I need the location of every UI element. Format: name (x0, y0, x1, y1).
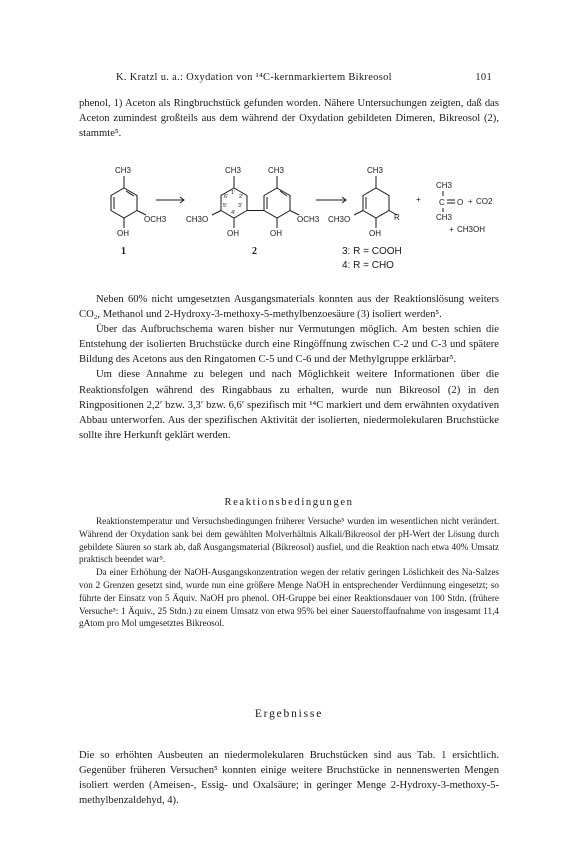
label-ch3o: CH3O (328, 215, 351, 224)
label-ch3: CH3 (268, 166, 285, 175)
paragraph-text: Reaktionstemperatur und Versuchsbedingungen früherer Versuche⁵ wurden im wesentlichen nicht verändert. Während der Oxydation sank bei dem gewählten Molverhältnis Alkali/Bikreosol der pH-Wert der Lösung durch gebildete Säuren so stark ab, daß Ausgangsmaterial (Bikreosol) ausfiel, und die Reaktion nach etwa 40% Umsatz praktisch beendet war⁵. (79, 516, 499, 565)
label-ch3o: CH3O (186, 215, 209, 224)
label-r: R (394, 213, 400, 222)
paragraph-text: Um diese Annahme zu belegen und nach Möglichkeit weitere Informationen über die Reaktionsfolgen während des Ringabbaus zu erhalten, wurde nun Bikreosol (2) in den Ringpositionen 2,2′ bzw. 3,3′ bzw. 6,6′ spezifisch mit ¹⁴C markiert und dem erwähnten oxydativen Abbau unterworfen. Aus der spezifischen Aktivität der isolierten, niedermolekularen Bruchstücke sollte ihre Herkunft geklärt werden. (79, 369, 499, 441)
main-paragraphs (79, 292, 499, 443)
label-ch3oh: CH3OH (457, 225, 486, 234)
ring-position-label: 2' (239, 194, 244, 200)
label-plus: + (416, 195, 421, 204)
reaction-conditions-text (79, 515, 499, 630)
paragraph-text: phenol, 1) Aceton als Ringbruchstück gefunden worden. Nähere Untersuchungen zeigten, daß das Aceton zumindest großteils aus dem während der Oxydation gebildeten Dimeren, Bikreosol (2), stammte⁵. (79, 98, 499, 140)
ring-position-label: 3' (238, 203, 243, 209)
label-ch3: CH3 (436, 213, 453, 222)
results-paragraph (79, 737, 499, 819)
label-och3: OCH3 (144, 215, 167, 224)
label-ch3: CH3 (225, 166, 242, 175)
paragraph-text: Über das Aufbruchschema waren bisher nur Vermutungen möglich. Am besten schien die Entstehung der isolierten Bruchstücke durch eine Ringöffnung zwischen C-2 und C-3 und spätere Bildung des Acetons aus den Ringatomen C-5 und C-6 und der Methylgruppe erklärbar⁵. (79, 324, 499, 366)
compound-4-label: 4: R = CHO (342, 260, 394, 271)
reaction-scheme-svg (104, 160, 504, 280)
compound-3-label: 3: R = COOH (342, 246, 402, 257)
label-och3: OCH3 (297, 215, 320, 224)
label-oh: OH (227, 229, 239, 238)
section-heading-reaction: Reaktionsbedingungen (224, 497, 354, 508)
ring-position-label: 4' (231, 210, 236, 216)
label-o: O (457, 198, 464, 207)
label-plus: + (449, 225, 454, 234)
benzene-ring-3 (363, 188, 389, 218)
label-ch3: CH3 (436, 181, 453, 190)
label-ch3: CH3 (367, 166, 384, 175)
label-oh: OH (270, 229, 282, 238)
running-header (116, 72, 492, 83)
benzene-ring-1 (111, 188, 137, 218)
label-ch3: CH3 (115, 166, 132, 175)
ring-position-labels (223, 190, 243, 216)
structure-labels (115, 166, 493, 238)
label-oh: OH (369, 229, 381, 238)
intro-paragraph (79, 96, 499, 141)
benzene-ring-2b (264, 188, 290, 218)
paragraph-text: Die so erhöhten Ausbeuten an niedermolekularen Bruchstücken sind aus Tab. 1 ersichtlich. Gegenüber früheren Versuchen⁵ konnten einige weitere Bruchstücke in nennenswerten Mengen isoliert werden (Ameisen-, Essig- und Oxalsäure; in geringer Menge 2-Hydroxy-3-methoxy-5-methylbenzaldehyd, 4). (79, 749, 499, 806)
section-heading-results: Ergebnisse (254, 708, 324, 720)
running-title: K. Kratzl u. a.: Oxydation von ¹⁴C-kernmarkiertem Bikreosol (116, 72, 392, 83)
label-oh: OH (117, 229, 129, 238)
paragraph-text: Da einer Erhöhung der NaOH-Ausgangskonzentration wegen der relativ geringen Löslichkeit des Na-Salzes von 2 Grenzen gesetzt sind, wurde nun eine größere Menge NaOH in entsprechender Verdünnung eingesetzt; so führte der Einsatz von 5 Äquiv. NaOH pro phenol. OH-Gruppe bei einer Reaktionsdauer von 100 Stdn. (frühere Versuche⁵: 1 Äquiv., 25 Stdn.) zu einem Umsatz von etwa 95% bei einer Sauerstoffaufnahme von insgesamt 11,4 gAtom pro Mol umgesetztes Bikreosol. (79, 567, 499, 629)
reaction-scheme (104, 160, 504, 280)
label-co2: CO2 (476, 197, 493, 206)
compound-numbers (121, 246, 402, 271)
compound-2-label: 2 (252, 246, 257, 257)
ring-position-label: 6' (224, 194, 229, 200)
label-plus: + (468, 197, 473, 206)
page-number: 101 (475, 72, 492, 83)
paragraph-text: Neben 60% nicht umgesetzten Ausgangsmaterials konnten aus der Reaktionslösung weiters CO₂, Methanol und 2-Hydroxy-3-methoxy-5-methylbenzoesäure (3) isoliert werden⁵. (79, 294, 499, 321)
ring-position-label: 5' (223, 203, 228, 209)
label-c: C (439, 198, 445, 207)
compound-1-label: 1 (121, 246, 126, 257)
ring-position-label: 1' (231, 190, 236, 196)
